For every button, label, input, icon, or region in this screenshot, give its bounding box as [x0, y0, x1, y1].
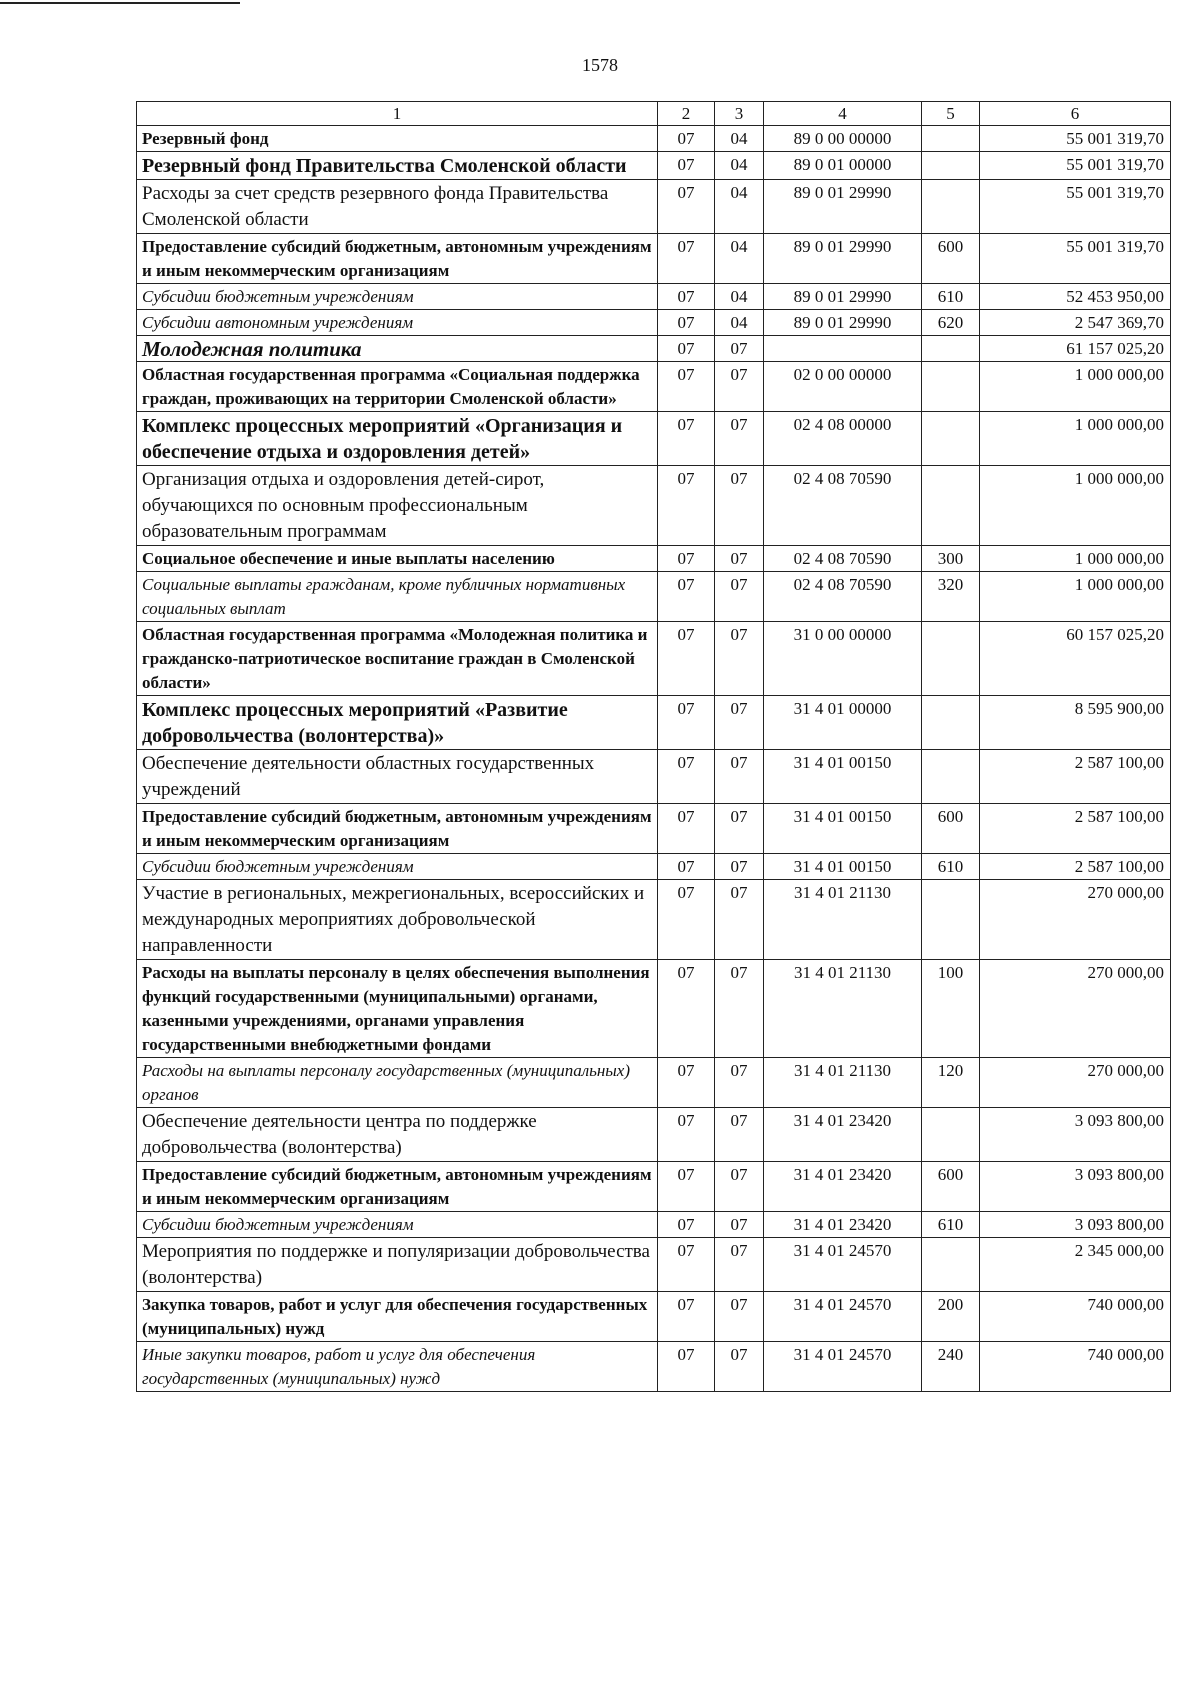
cell-section: 07	[658, 880, 715, 960]
cell-expense-type: 240	[922, 1342, 980, 1392]
cell-name: Комплекс процессных мероприятий «Развитие добровольчества (волонтерства)»	[137, 696, 658, 750]
cell-section: 07	[658, 804, 715, 854]
cell-subsection: 07	[715, 750, 764, 804]
cell-subsection: 07	[715, 546, 764, 572]
cell-name: Расходы за счет средств резервного фонда Правительства Смоленской области	[137, 180, 658, 234]
cell-amount: 55 001 319,70	[980, 126, 1171, 152]
table-row	[137, 750, 1171, 804]
cell-target-code: 31 4 01 21130	[764, 880, 922, 960]
cell-expense-type	[922, 750, 980, 804]
cell-target-code: 02 4 08 70590	[764, 572, 922, 622]
cell-name: Молодежная политика	[137, 336, 658, 362]
cell-section: 07	[658, 234, 715, 284]
budget-table	[136, 101, 1171, 1392]
cell-target-code: 31 4 01 24570	[764, 1342, 922, 1392]
cell-section: 07	[658, 126, 715, 152]
cell-name: Участие в региональных, межрегиональных, всероссийских и международных мероприятиях добровольческой направленности	[137, 880, 658, 960]
table-row	[137, 1058, 1171, 1108]
cell-expense-type: 610	[922, 284, 980, 310]
cell-section: 07	[658, 412, 715, 466]
cell-name: Социальное обеспечение и иные выплаты населению	[137, 546, 658, 572]
table-row	[137, 804, 1171, 854]
cell-expense-type: 610	[922, 1212, 980, 1238]
cell-section: 07	[658, 1238, 715, 1292]
cell-amount: 740 000,00	[980, 1292, 1171, 1342]
cell-target-code: 31 0 00 00000	[764, 622, 922, 696]
cell-amount: 52 453 950,00	[980, 284, 1171, 310]
cell-expense-type: 200	[922, 1292, 980, 1342]
table-row	[137, 960, 1171, 1058]
cell-amount: 2 587 100,00	[980, 804, 1171, 854]
cell-name: Резервный фонд	[137, 126, 658, 152]
cell-amount: 2 547 369,70	[980, 310, 1171, 336]
cell-name: Субсидии автономным учреждениям	[137, 310, 658, 336]
cell-expense-type: 600	[922, 804, 980, 854]
cell-name: Комплекс процессных мероприятий «Организация и обеспечение отдыха и оздоровления детей»	[137, 412, 658, 466]
cell-expense-type: 300	[922, 546, 980, 572]
cell-expense-type	[922, 152, 980, 180]
table-row	[137, 696, 1171, 750]
cell-subsection: 07	[715, 960, 764, 1058]
cell-target-code: 89 0 01 29990	[764, 180, 922, 234]
cell-name: Субсидии бюджетным учреждениям	[137, 284, 658, 310]
cell-subsection: 04	[715, 126, 764, 152]
cell-expense-type: 610	[922, 854, 980, 880]
cell-name: Предоставление субсидий бюджетным, автономным учреждениям и иным некоммерческим организациям	[137, 234, 658, 284]
cell-amount: 1 000 000,00	[980, 572, 1171, 622]
cell-target-code: 31 4 01 23420	[764, 1212, 922, 1238]
cell-subsection: 04	[715, 284, 764, 310]
column-header-2: 2	[658, 102, 715, 126]
cell-name: Иные закупки товаров, работ и услуг для обеспечения государственных (муниципальных) нужд	[137, 1342, 658, 1392]
cell-section: 07	[658, 1212, 715, 1238]
table-row	[137, 180, 1171, 234]
cell-amount: 60 157 025,20	[980, 622, 1171, 696]
table-header-row	[137, 102, 1171, 126]
table-row	[137, 362, 1171, 412]
table-row	[137, 310, 1171, 336]
cell-target-code: 31 4 01 21130	[764, 960, 922, 1058]
column-header-5: 5	[922, 102, 980, 126]
column-header-6: 6	[980, 102, 1171, 126]
cell-expense-type	[922, 1108, 980, 1162]
cell-name: Социальные выплаты гражданам, кроме публичных нормативных социальных выплат	[137, 572, 658, 622]
cell-section: 07	[658, 546, 715, 572]
cell-target-code: 31 4 01 21130	[764, 1058, 922, 1108]
cell-target-code: 89 0 01 29990	[764, 234, 922, 284]
cell-amount: 61 157 025,20	[980, 336, 1171, 362]
cell-amount: 2 587 100,00	[980, 854, 1171, 880]
cell-target-code: 31 4 01 24570	[764, 1292, 922, 1342]
cell-amount: 1 000 000,00	[980, 546, 1171, 572]
table-row	[137, 336, 1171, 362]
cell-subsection: 04	[715, 310, 764, 336]
cell-name: Областная государственная программа «Социальная поддержка граждан, проживающих на территории Смоленской области»	[137, 362, 658, 412]
cell-target-code: 89 0 01 00000	[764, 152, 922, 180]
cell-target-code: 02 4 08 70590	[764, 466, 922, 546]
page-number: 1578	[582, 55, 618, 75]
cell-subsection: 04	[715, 180, 764, 234]
cell-target-code: 31 4 01 00000	[764, 696, 922, 750]
table-row	[137, 126, 1171, 152]
cell-subsection: 04	[715, 234, 764, 284]
cell-section: 07	[658, 622, 715, 696]
cell-target-code: 89 0 01 29990	[764, 310, 922, 336]
cell-amount: 270 000,00	[980, 1058, 1171, 1108]
cell-section: 07	[658, 854, 715, 880]
cell-expense-type	[922, 336, 980, 362]
cell-expense-type: 120	[922, 1058, 980, 1108]
cell-subsection: 07	[715, 1212, 764, 1238]
budget-table-body	[137, 102, 1171, 1392]
cell-name: Расходы на выплаты персоналу государственных (муниципальных) органов	[137, 1058, 658, 1108]
cell-expense-type	[922, 880, 980, 960]
cell-amount: 2 345 000,00	[980, 1238, 1171, 1292]
cell-subsection: 07	[715, 1058, 764, 1108]
cell-expense-type	[922, 696, 980, 750]
cell-amount: 2 587 100,00	[980, 750, 1171, 804]
cell-amount: 55 001 319,70	[980, 234, 1171, 284]
cell-target-code: 31 4 01 00150	[764, 804, 922, 854]
top-edge-line	[0, 2, 240, 4]
cell-expense-type: 600	[922, 1162, 980, 1212]
cell-name: Субсидии бюджетным учреждениям	[137, 854, 658, 880]
table-row	[137, 622, 1171, 696]
column-header-4: 4	[764, 102, 922, 126]
cell-section: 07	[658, 466, 715, 546]
cell-section: 07	[658, 310, 715, 336]
table-row	[137, 1162, 1171, 1212]
cell-section: 07	[658, 1058, 715, 1108]
cell-amount: 3 093 800,00	[980, 1212, 1171, 1238]
cell-amount: 3 093 800,00	[980, 1162, 1171, 1212]
cell-name: Субсидии бюджетным учреждениям	[137, 1212, 658, 1238]
cell-name: Закупка товаров, работ и услуг для обеспечения государственных (муниципальных) нужд	[137, 1292, 658, 1342]
cell-target-code: 31 4 01 00150	[764, 854, 922, 880]
cell-name: Предоставление субсидий бюджетным, автономным учреждениям и иным некоммерческим организациям	[137, 1162, 658, 1212]
cell-expense-type	[922, 622, 980, 696]
cell-name: Предоставление субсидий бюджетным, автономным учреждениям и иным некоммерческим организациям	[137, 804, 658, 854]
cell-name: Организация отдыха и оздоровления детей-сирот, обучающихся по основным профессиональным образовательным программам	[137, 466, 658, 546]
cell-target-code: 31 4 01 23420	[764, 1162, 922, 1212]
table-row	[137, 572, 1171, 622]
cell-expense-type	[922, 126, 980, 152]
cell-target-code: 31 4 01 24570	[764, 1238, 922, 1292]
table-row	[137, 854, 1171, 880]
cell-subsection: 07	[715, 1162, 764, 1212]
cell-target-code: 02 0 00 00000	[764, 362, 922, 412]
cell-section: 07	[658, 1108, 715, 1162]
cell-name: Обеспечение деятельности центра по поддержке добровольчества (волонтерства)	[137, 1108, 658, 1162]
cell-target-code: 31 4 01 23420	[764, 1108, 922, 1162]
cell-section: 07	[658, 1162, 715, 1212]
cell-section: 07	[658, 336, 715, 362]
cell-section: 07	[658, 284, 715, 310]
cell-expense-type: 600	[922, 234, 980, 284]
cell-section: 07	[658, 362, 715, 412]
cell-expense-type: 620	[922, 310, 980, 336]
cell-target-code: 89 0 01 29990	[764, 284, 922, 310]
cell-subsection: 07	[715, 572, 764, 622]
table-row	[137, 880, 1171, 960]
cell-subsection: 07	[715, 1342, 764, 1392]
cell-expense-type: 320	[922, 572, 980, 622]
cell-subsection: 07	[715, 880, 764, 960]
table-row	[137, 466, 1171, 546]
cell-subsection: 07	[715, 466, 764, 546]
table-row	[137, 1108, 1171, 1162]
cell-expense-type	[922, 412, 980, 466]
cell-expense-type	[922, 362, 980, 412]
cell-target-code: 89 0 00 00000	[764, 126, 922, 152]
cell-expense-type: 100	[922, 960, 980, 1058]
cell-subsection: 07	[715, 804, 764, 854]
cell-name: Областная государственная программа «Молодежная политика и гражданско-патриотическое воспитание граждан в Смоленской области»	[137, 622, 658, 696]
cell-subsection: 07	[715, 1108, 764, 1162]
cell-amount: 55 001 319,70	[980, 180, 1171, 234]
cell-subsection: 07	[715, 854, 764, 880]
table-row	[137, 234, 1171, 284]
cell-amount: 8 595 900,00	[980, 696, 1171, 750]
cell-amount: 3 093 800,00	[980, 1108, 1171, 1162]
cell-name: Резервный фонд Правительства Смоленской области	[137, 152, 658, 180]
table-row	[137, 1292, 1171, 1342]
cell-expense-type	[922, 180, 980, 234]
table-row	[137, 546, 1171, 572]
cell-amount: 740 000,00	[980, 1342, 1171, 1392]
cell-amount: 1 000 000,00	[980, 412, 1171, 466]
cell-subsection: 07	[715, 622, 764, 696]
cell-amount: 1 000 000,00	[980, 466, 1171, 546]
table-row	[137, 1212, 1171, 1238]
cell-section: 07	[658, 1292, 715, 1342]
cell-section: 07	[658, 152, 715, 180]
cell-expense-type	[922, 1238, 980, 1292]
cell-subsection: 07	[715, 696, 764, 750]
cell-name: Обеспечение деятельности областных государственных учреждений	[137, 750, 658, 804]
cell-amount: 55 001 319,70	[980, 152, 1171, 180]
cell-section: 07	[658, 572, 715, 622]
cell-target-code: 31 4 01 00150	[764, 750, 922, 804]
cell-expense-type	[922, 466, 980, 546]
table-row	[137, 1238, 1171, 1292]
cell-target-code: 02 4 08 70590	[764, 546, 922, 572]
table-row	[137, 284, 1171, 310]
cell-amount: 1 000 000,00	[980, 362, 1171, 412]
cell-amount: 270 000,00	[980, 960, 1171, 1058]
cell-subsection: 07	[715, 412, 764, 466]
cell-amount: 270 000,00	[980, 880, 1171, 960]
cell-section: 07	[658, 180, 715, 234]
column-header-1: 1	[137, 102, 658, 126]
table-row	[137, 152, 1171, 180]
cell-target-code: 02 4 08 00000	[764, 412, 922, 466]
cell-target-code	[764, 336, 922, 362]
cell-name: Мероприятия по поддержке и популяризации добровольчества (волонтерства)	[137, 1238, 658, 1292]
cell-subsection: 07	[715, 1292, 764, 1342]
cell-subsection: 07	[715, 1238, 764, 1292]
table-row	[137, 412, 1171, 466]
cell-section: 07	[658, 960, 715, 1058]
cell-section: 07	[658, 750, 715, 804]
cell-subsection: 07	[715, 336, 764, 362]
cell-subsection: 07	[715, 362, 764, 412]
cell-section: 07	[658, 1342, 715, 1392]
cell-subsection: 04	[715, 152, 764, 180]
cell-section: 07	[658, 696, 715, 750]
column-header-3: 3	[715, 102, 764, 126]
table-row	[137, 1342, 1171, 1392]
cell-name: Расходы на выплаты персоналу в целях обеспечения выполнения функций государственными (муниципальными) органами, казенными учреждениями, органами управления государственными внебюджетными фондами	[137, 960, 658, 1058]
